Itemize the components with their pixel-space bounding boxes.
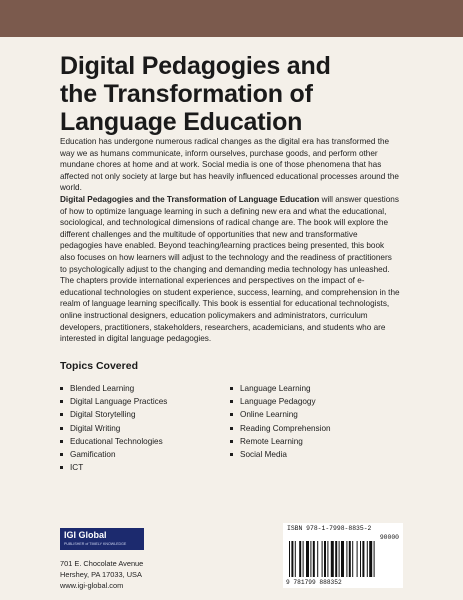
barcode-bar bbox=[289, 541, 290, 577]
intro-paragraph: Education has undergone numerous radical changes as the digital era has transformed the way we as humans communicate, inform ourselves, purchase goods, and perform other mundane chores at home and at work. Social media is one of those phenomena that has affected not only society at large but has heavily influenced educational processes around the world. bbox=[60, 137, 399, 193]
barcode-bar bbox=[357, 541, 358, 577]
barcode-bar bbox=[352, 541, 353, 577]
barcode-bar bbox=[317, 541, 318, 577]
topics-right-column bbox=[230, 382, 400, 475]
topic-item: Online Learning bbox=[230, 408, 400, 421]
barcode-bar bbox=[299, 541, 301, 577]
barcode-bar bbox=[362, 541, 364, 577]
barcode-bar bbox=[360, 541, 361, 577]
publisher-website: www.igi-global.com bbox=[60, 581, 124, 590]
topics-list bbox=[60, 382, 400, 475]
book-title bbox=[60, 52, 400, 136]
barcode-bar bbox=[324, 541, 326, 577]
barcode-bar bbox=[367, 541, 368, 577]
isbn-number: ISBN 978-1-7998-8835-2 bbox=[287, 525, 372, 532]
description-paragraph bbox=[60, 194, 400, 345]
barcode-bar bbox=[369, 541, 372, 577]
barcode-bar bbox=[339, 541, 340, 577]
publisher-logo-name: IGI Global bbox=[64, 530, 107, 540]
barcode-bar bbox=[291, 541, 293, 577]
topic-item: Social Media bbox=[230, 448, 400, 461]
topics-left-column bbox=[60, 382, 230, 475]
topic-item: Digital Writing bbox=[60, 422, 230, 435]
topic-item: Digital Language Practices bbox=[60, 395, 230, 408]
topic-item: ICT bbox=[60, 461, 230, 474]
barcode-bar bbox=[335, 541, 337, 577]
topic-item: Blended Learning bbox=[60, 382, 230, 395]
address-city: Hershey, PA 17033, USA bbox=[60, 570, 142, 579]
back-cover-content bbox=[60, 52, 400, 475]
topic-item: Language Pedagogy bbox=[230, 395, 400, 408]
barcode-bar bbox=[322, 541, 323, 577]
title-line-2: the Transformation of bbox=[60, 80, 313, 108]
barcode-bar bbox=[313, 541, 315, 577]
publisher-logo-tagline: PUBLISHER of TIMELY KNOWLEDGE bbox=[64, 542, 127, 546]
topic-item: Digital Storytelling bbox=[60, 408, 230, 421]
barcode-bar bbox=[341, 541, 344, 577]
topic-item: Remote Learning bbox=[230, 435, 400, 448]
description-book-title: Digital Pedagogies and the Transformation of Language Education bbox=[60, 194, 320, 204]
topic-item: Gamification bbox=[60, 448, 230, 461]
barcode-bar bbox=[303, 541, 304, 577]
topics-heading: Topics Covered bbox=[60, 359, 138, 372]
title-line-1: Digital Pedagogies and bbox=[60, 52, 331, 80]
topic-item: Educational Technologies bbox=[60, 435, 230, 448]
description-text: will answer questions of how to optimize language learning in such a defining new era and what the educational, sociological, and technological dimensions of radical change are. The book will explore the different challenges and the multitude of opportunities that new and transformative pedagogies have enabled. Beyond teaching/learning practices being presented, this book also focuses on how learners will adjust to the technology and the readiness of practitioners to psychologically adjust to the changing and demanding media technology has unleashed. The chapters provide international experiences and perspectives on the impact of e-educational technologies on student experience, success, learning, and comprehension in the realm of language learning specifically. This book is essential for educational technologists, online instructional designers, education policymakers and administrators, curriculum developers, practitioners, stakeholders, researchers, academicians, and students who are interested in digital language pedagogies. bbox=[60, 194, 400, 344]
publisher-address bbox=[60, 558, 143, 591]
barcode-bar bbox=[295, 541, 296, 577]
topic-item: Language Learning bbox=[230, 382, 400, 395]
isbn-barcode bbox=[283, 523, 403, 588]
barcode-bar bbox=[349, 541, 351, 577]
barcode-bars bbox=[289, 541, 397, 577]
top-color-band bbox=[0, 0, 463, 37]
topic-item: Reading Comprehension bbox=[230, 422, 400, 435]
barcode-bar bbox=[346, 541, 347, 577]
title-line-3: Language Education bbox=[60, 108, 303, 136]
address-street: 701 E. Chocolate Avenue bbox=[60, 559, 144, 568]
barcode-bar bbox=[306, 541, 309, 577]
barcode-bar bbox=[374, 541, 375, 577]
barcode-bar bbox=[310, 541, 311, 577]
price-code: 90000 bbox=[379, 534, 399, 541]
barcode-digits: 9 781799 888352 bbox=[286, 579, 342, 586]
barcode-bar bbox=[331, 541, 334, 577]
barcode-bar bbox=[327, 541, 328, 577]
publisher-logo bbox=[60, 528, 144, 550]
